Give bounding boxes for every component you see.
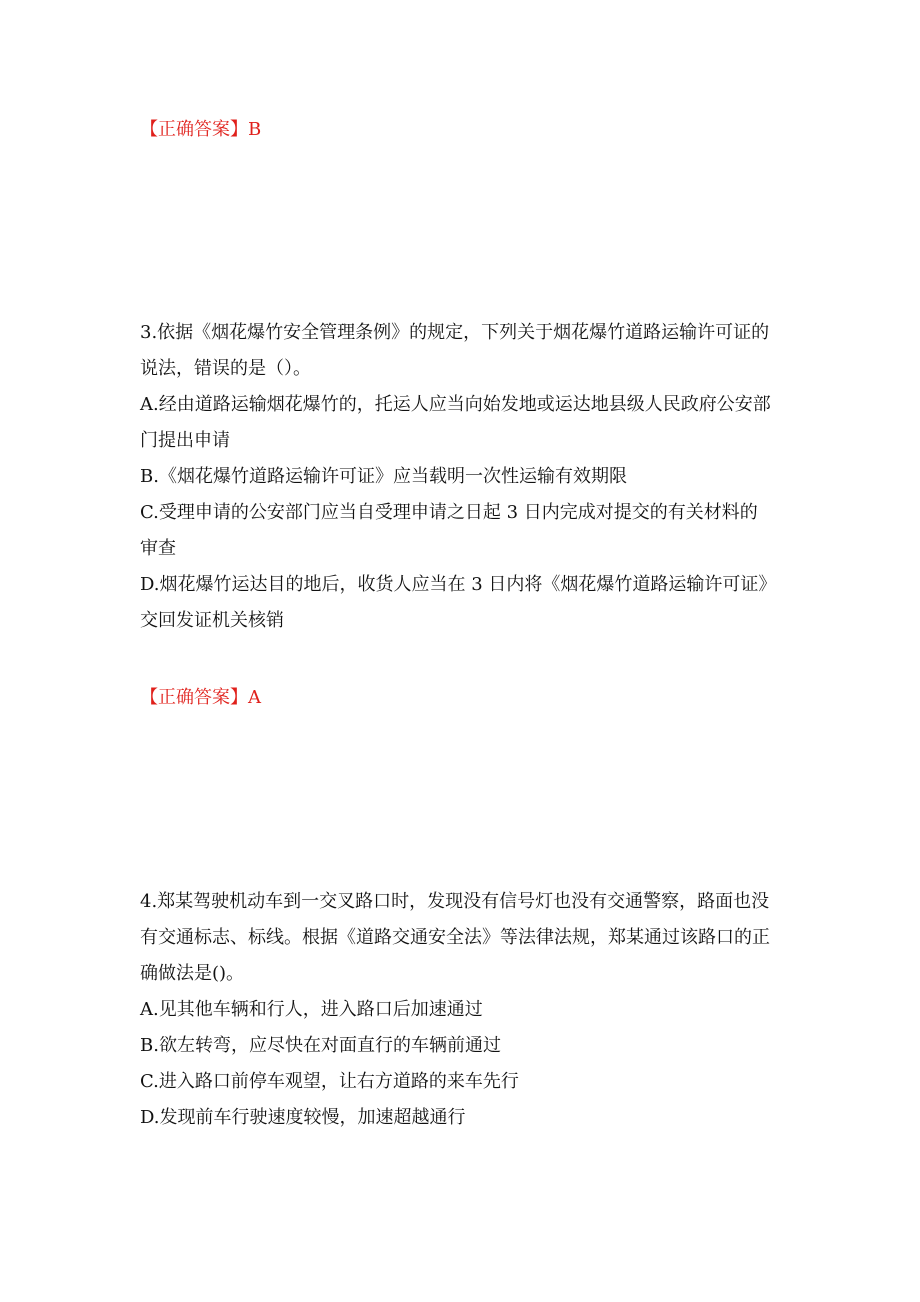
question-3-option-c-line-1: C.受理申请的公安部门应当自受理申请之日起 3 日内完成对提交的有关材料的 — [140, 502, 758, 523]
question-4-option-d: D.发现前车行驶速度较慢，加速超越通行 — [140, 1107, 466, 1128]
question-4-option-c: C.进入路口前停车观望，让右方道路的来车先行 — [140, 1071, 519, 1092]
question-3-option-b: B.《烟花爆竹道路运输许可证》应当载明一次性运输有效期限 — [140, 466, 627, 487]
question-4-option-b: B.欲左转弯，应尽快在对面直行的车辆前通过 — [140, 1035, 501, 1056]
question-3-stem-line-2: 说法，错误的是（）。 — [140, 358, 311, 379]
question-3-stem-line-1: 3.依据《烟花爆竹安全管理条例》的规定，下列关于烟花爆竹道路运输许可证的 — [140, 322, 770, 343]
question-3-option-c-line-2: 审查 — [140, 538, 176, 559]
question-3-option-d-line-2: 交回发证机关核销 — [140, 610, 284, 631]
question-4-stem-line-1: 4.郑某驾驶机动车到一交叉路口时，发现没有信号灯也没有交通警察，路面也没 — [140, 891, 770, 912]
question-4-stem-line-2: 有交通标志、标线。根据《道路交通安全法》等法律法规，郑某通过该路口的正 — [140, 927, 770, 948]
correct-answer-q3: 【正确答案】A — [140, 687, 261, 708]
question-3-option-a-line-1: A.经由道路运输烟花爆竹的，托运人应当向始发地或运达地县级人民政府公安部 — [140, 394, 771, 415]
question-3-option-a-line-2: 门提出申请 — [140, 430, 230, 451]
question-4-stem-line-3: 确做法是()。 — [140, 963, 245, 984]
question-4-option-a: A.见其他车辆和行人，进入路口后加速通过 — [140, 999, 483, 1020]
correct-answer-q2: 【正确答案】B — [140, 119, 262, 140]
question-3-option-d-line-1: D.烟花爆竹运达目的地后，收货人应当在 3 日内将《烟花爆竹道路运输许可证》 — [140, 574, 777, 595]
